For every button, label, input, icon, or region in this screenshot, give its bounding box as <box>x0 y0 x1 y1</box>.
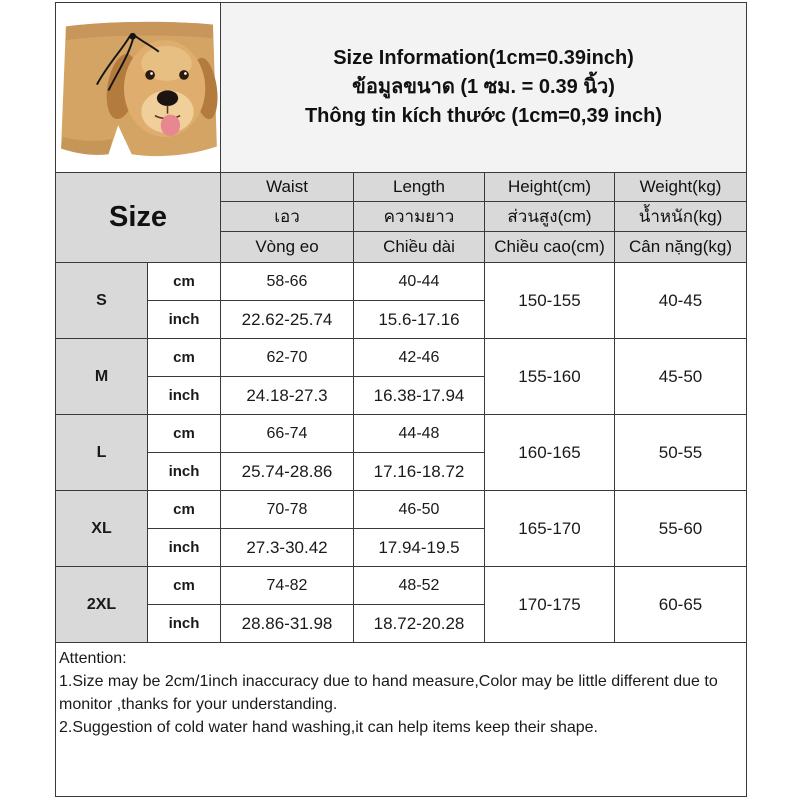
title-english: Size Information(1cm=0.39inch) <box>333 47 634 69</box>
unit-label-cm: cm <box>148 491 221 529</box>
unit-label-cm: cm <box>148 415 221 453</box>
length-inch-value: 15.6-17.16 <box>354 301 485 339</box>
waist-cm-value: 58-66 <box>221 263 354 301</box>
length-cm-value: 46-50 <box>354 491 485 529</box>
length-cm-value: 48-52 <box>354 567 485 605</box>
length-cm-value: 42-46 <box>354 339 485 377</box>
size-label: M <box>56 339 148 415</box>
size-row-xl-cm <box>56 491 747 529</box>
weight-value: 45-50 <box>615 339 747 415</box>
height-value: 150-155 <box>485 263 615 339</box>
length-inch-value: 16.38-17.94 <box>354 377 485 415</box>
waist-inch-value: 25.74-28.86 <box>221 453 354 491</box>
waist-cm-value: 70-78 <box>221 491 354 529</box>
column-header-weight: Weight(kg) <box>615 173 747 202</box>
waist-inch-value: 22.62-25.74 <box>221 301 354 339</box>
dog-nose <box>157 90 178 105</box>
dog-eye-left <box>145 70 155 80</box>
column-header-length-thai: ความยาว <box>354 202 485 232</box>
column-header-height-vietnamese: Chiều cao(cm) <box>485 232 615 263</box>
column-header-waist-thai: เอว <box>221 202 354 232</box>
size-row-s-cm <box>56 263 747 301</box>
size-label: 2XL <box>56 567 148 643</box>
size-row-m-cm <box>56 339 747 377</box>
attention-section <box>56 643 747 797</box>
dog-eye-right <box>179 70 189 80</box>
attention-note-2: 2.Suggestion of cold water hand washing,it can help items keep their shape. <box>59 719 598 736</box>
unit-label-cm: cm <box>148 567 221 605</box>
length-inch-value: 17.94-19.5 <box>354 529 485 567</box>
waist-cm-value: 62-70 <box>221 339 354 377</box>
column-header-length: Length <box>354 173 485 202</box>
weight-value: 60-65 <box>615 567 747 643</box>
unit-label-inch: inch <box>148 377 221 415</box>
weight-value: 55-60 <box>615 491 747 567</box>
length-cm-value: 44-48 <box>354 415 485 453</box>
column-header-height: Height(cm) <box>485 173 615 202</box>
dog-tongue <box>161 114 180 135</box>
size-heading: Size <box>56 173 221 263</box>
size-rows <box>56 263 747 643</box>
unit-label-cm: cm <box>148 339 221 377</box>
unit-label-inch: inch <box>148 529 221 567</box>
size-label: L <box>56 415 148 491</box>
title-row <box>56 3 747 173</box>
weight-value: 40-45 <box>615 263 747 339</box>
column-header-length-vietnamese: Chiều dài <box>354 232 485 263</box>
column-header-height-thai: ส่วนสูง(cm) <box>485 202 615 232</box>
height-value: 155-160 <box>485 339 615 415</box>
column-header-row-english <box>56 173 747 202</box>
height-value: 170-175 <box>485 567 615 643</box>
length-cm-value: 40-44 <box>354 263 485 301</box>
waist-cm-value: 74-82 <box>221 567 354 605</box>
size-label: XL <box>56 491 148 567</box>
size-row-2xl-cm <box>56 567 747 605</box>
attention-heading: Attention: <box>59 650 127 667</box>
unit-label-cm: cm <box>148 263 221 301</box>
size-chart-table <box>55 2 747 797</box>
height-value: 165-170 <box>485 491 615 567</box>
waist-inch-value: 27.3-30.42 <box>221 529 354 567</box>
length-inch-value: 18.72-20.28 <box>354 605 485 643</box>
product-image-cell <box>56 3 221 173</box>
size-label: S <box>56 263 148 339</box>
size-information-title-block <box>221 3 747 173</box>
title-vietnamese: Thông tin kích thước (1cm=0,39 inch) <box>304 105 663 127</box>
drawstring-knot <box>129 32 136 39</box>
chart-header <box>56 3 747 263</box>
unit-label-inch: inch <box>148 301 221 339</box>
chart-footer <box>56 643 747 797</box>
column-header-waist: Waist <box>221 173 354 202</box>
attention-row <box>56 643 747 797</box>
waist-inch-value: 28.86-31.98 <box>221 605 354 643</box>
title-thai: ข้อมูลขนาด (1 ซม. = 0.39 นิ้ว) <box>352 76 615 98</box>
dog-face-shorts-image <box>58 13 218 163</box>
unit-label-inch: inch <box>148 605 221 643</box>
column-header-weight-thai: น้ำหนัก(kg) <box>615 202 747 232</box>
waist-cm-value: 66-74 <box>221 415 354 453</box>
column-header-weight-vietnamese: Cân nặng(kg) <box>615 232 747 263</box>
attention-note-1: 1.Size may be 2cm/1inch inaccuracy due to hand measure,Color may be little different due to monitor ,thanks for your understanding. <box>59 673 718 713</box>
column-header-waist-vietnamese: Vòng eo <box>221 232 354 263</box>
unit-label-inch: inch <box>148 453 221 491</box>
weight-value: 50-55 <box>615 415 747 491</box>
length-inch-value: 17.16-18.72 <box>354 453 485 491</box>
waist-inch-value: 24.18-27.3 <box>221 377 354 415</box>
height-value: 160-165 <box>485 415 615 491</box>
size-row-l-cm <box>56 415 747 453</box>
